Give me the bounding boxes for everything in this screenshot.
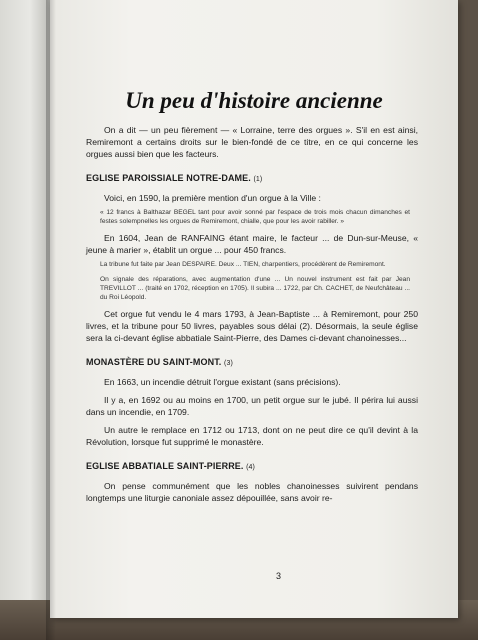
section-heading-notre-dame bbox=[86, 172, 418, 186]
paragraph: En 1604, Jean de RANFAING étant maire, le facteur ... de Dun-sur-Meuse, « jeune à marier », établit un orgue ... pour 450 francs. bbox=[86, 233, 418, 255]
section-heading-saint-mont bbox=[86, 356, 418, 370]
section-heading-text: EGLISE ABBATIALE SAINT-PIERRE. bbox=[86, 461, 244, 471]
page-content bbox=[86, 88, 418, 504]
page-number: 3 bbox=[276, 571, 282, 581]
paragraph: Voici, en 1590, la première mention d'un orgue à la Ville : bbox=[104, 193, 321, 203]
paragraph: Un autre le remplace en 1712 ou 1713, dont on ne peut dire ce qu'il devint à la Révolution, lorsque fut supprimé le monastère. bbox=[86, 425, 418, 447]
note-paragraph: La tribune fut faite par Jean DESPAIRE. Deux ... TIEN, charpentiers, procédèrent de Remiremont. bbox=[100, 261, 386, 268]
book-gutter-shadow bbox=[46, 0, 56, 640]
paragraph: Il y a, en 1692 ou au moins en 1700, un petit orgue sur le jubé. Il périra lui aussi dans un incendie, en 1709. bbox=[86, 395, 418, 417]
footnote-ref: (4) bbox=[246, 464, 255, 471]
quotation: « 12 francs à Balthazar BEGEL tant pour avoir sonné par l'espace de trois mois chacun dimanches et festes solempnelles les orgues de Remiremont, chialle, que pour les avoir rabiller. » bbox=[100, 209, 410, 225]
page-title: Un peu d'histoire ancienne bbox=[125, 88, 383, 113]
note-paragraph: On signale des réparations, avec augmentation d'une ... Un nouvel instrument est fait par Jean TREVILLOT ... (traité en 1702, réception en 1705). Il subira ... 1722, par Ch. CACHET, de Neufchâteau ... du Roi Léopold. bbox=[100, 276, 410, 301]
intro-paragraph: On a dit — un peu fièrement — « Lorraine, terre des orgues ». S'il en est ainsi, Remiremont a certains droits sur le bien-fondé de ce titre, en ce qui concerne les orgues aussi bien que les facteurs. bbox=[86, 125, 418, 159]
paragraph: Cet orgue fut vendu le 4 mars 1793, à Jean-Baptiste ... à Remiremont, pour 250 livres, et la tribune pour 50 livres, payables sous délai (2). Désormais, la seule église sera la ci-devant église abbatiale Saint-Pierre, des Dames ci-devant chanoinesses... bbox=[86, 309, 418, 343]
section-heading-saint-pierre bbox=[86, 460, 418, 474]
footnote-ref: (3) bbox=[224, 360, 233, 367]
paragraph: On pense communément que les nobles chanoinesses suivirent pendans longtemps une liturgie canoniale assez dépouillée, sans avoir re- bbox=[86, 481, 418, 503]
paragraph: En 1663, un incendie détruit l'orgue existant (sans précisions). bbox=[104, 377, 341, 387]
section-heading-text: MONASTÈRE DU SAINT-MONT. bbox=[86, 357, 222, 367]
booklet-page bbox=[50, 0, 458, 618]
section-heading-text: EGLISE PAROISSIALE NOTRE-DAME. bbox=[86, 173, 251, 183]
footnote-ref: (1) bbox=[253, 176, 263, 183]
left-page-edge bbox=[0, 0, 50, 640]
